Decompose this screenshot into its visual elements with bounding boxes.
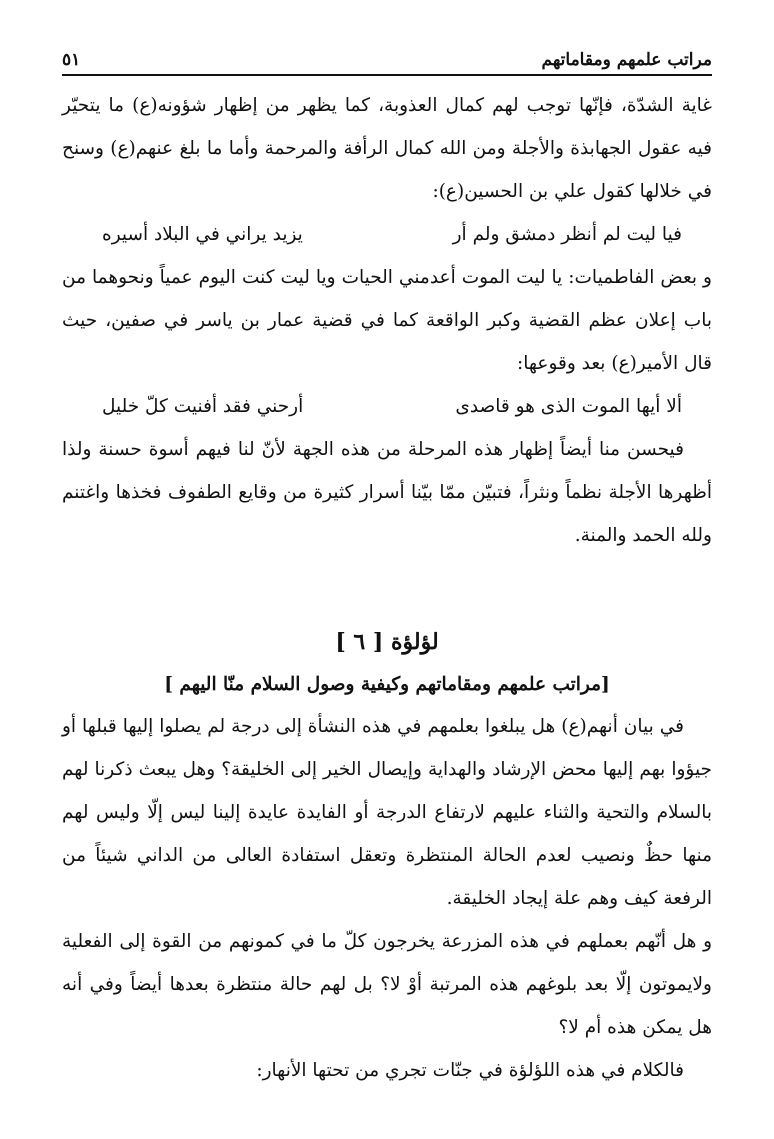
- page-body: [62, 84, 712, 1092]
- verse-1-second-hemistich: يزيد يراني في البلاد أسيره: [102, 224, 303, 245]
- verse-2-second-hemistich: أرحني فقد أفنيت كلّ خليل: [102, 396, 304, 417]
- chapter-subtitle: [مراتب علمهم ومقاماتهم وكيفية وصول السلام منّا اليهم ]: [164, 674, 610, 695]
- paragraph-1: غاية الشدّة، فإنّها توجب لهم كمال العذوبة، كما يظهر من إظهار شؤونه(ع) ما يتحيّر فيه عقول الجهابذة والأجلة ومن الله كمال الرأفة والمرحمة وأما ما بلغ عنهم(ع) وسنح في خلالها كقول علي بن الحسين(ع):: [62, 95, 712, 202]
- paragraph-3: فيحسن منا أيضاً إظهار هذه المرحلة من هذه الجهة لأنّ لنا فيهم أسوة حسنة ولذا أظهرها الأجلة نظماً ونثراً، فتبيّن ممّا بيّنا أسرار كثيرة من وقايع الطفوف فخذها واغتنم ولله الحمد والمنة.: [62, 439, 712, 546]
- verse-2: [62, 385, 712, 428]
- paragraph-6: فالكلام في هذه اللؤلؤة في جنّات تجري من تحتها الأنهار:: [256, 1060, 684, 1081]
- paragraph-5: و هل أنّهم بعملهم في هذه المزرعة يخرجون كلّ ما في كمونهم من القوة إلى الفعلية ولايموتون إلّا بعد بلوغهم هذه المرتبة أوْ لا؟ بل لهم حالة منتظرة بعدها أيضاً وفي أنه هل يمكن هذه أم لا؟: [62, 931, 712, 1038]
- page-number: ٥١: [62, 50, 81, 70]
- verse-1-first-hemistich: فيا ليت لم أنظر دمشق ولم أر: [452, 224, 682, 245]
- paragraph-2: و بعض الفاطميات: يا ليت الموت أعدمني الحيات ويا ليت كنت اليوم عمياً ونحوهما من باب إعلان عظم القضية وكبر الواقعة كما في قضية عمار بن ياسر في صفين، حيث قال الأمير(ع) بعد وقوعها:: [62, 267, 712, 374]
- chapter-title: لؤلؤة [ ٦ ]: [335, 629, 439, 655]
- verse-2-first-hemistich: ألا أيها الموت الذى هو قاصدى: [455, 396, 682, 417]
- verse-1: [62, 213, 712, 256]
- running-header: [62, 40, 712, 76]
- paragraph-4: في بيان أنهم(ع) هل يبلغوا بعلمهم في هذه النشأة إلى درجة لم يصلوا إليها قبلها أو جيؤوا بهم إليها محض الإرشاد والهداية وإيصال الخير إلى الخليقة؟ وهل يبعث ذكرنا لهم بالسلام والتحية والثناء عليهم لارتفاع الدرجة أو الفايدة عايدة إلينا ليس إلّا وليس لهم منها حظٌ ونصيب لعدم الحالة المنتظرة وتعقل استفادة العالى من الداني شيئاً من الرفعة كيف وهم علة إيجاد الخليقة.: [62, 716, 712, 909]
- header-title: مراتب علمهم ومقاماتهم: [541, 50, 712, 70]
